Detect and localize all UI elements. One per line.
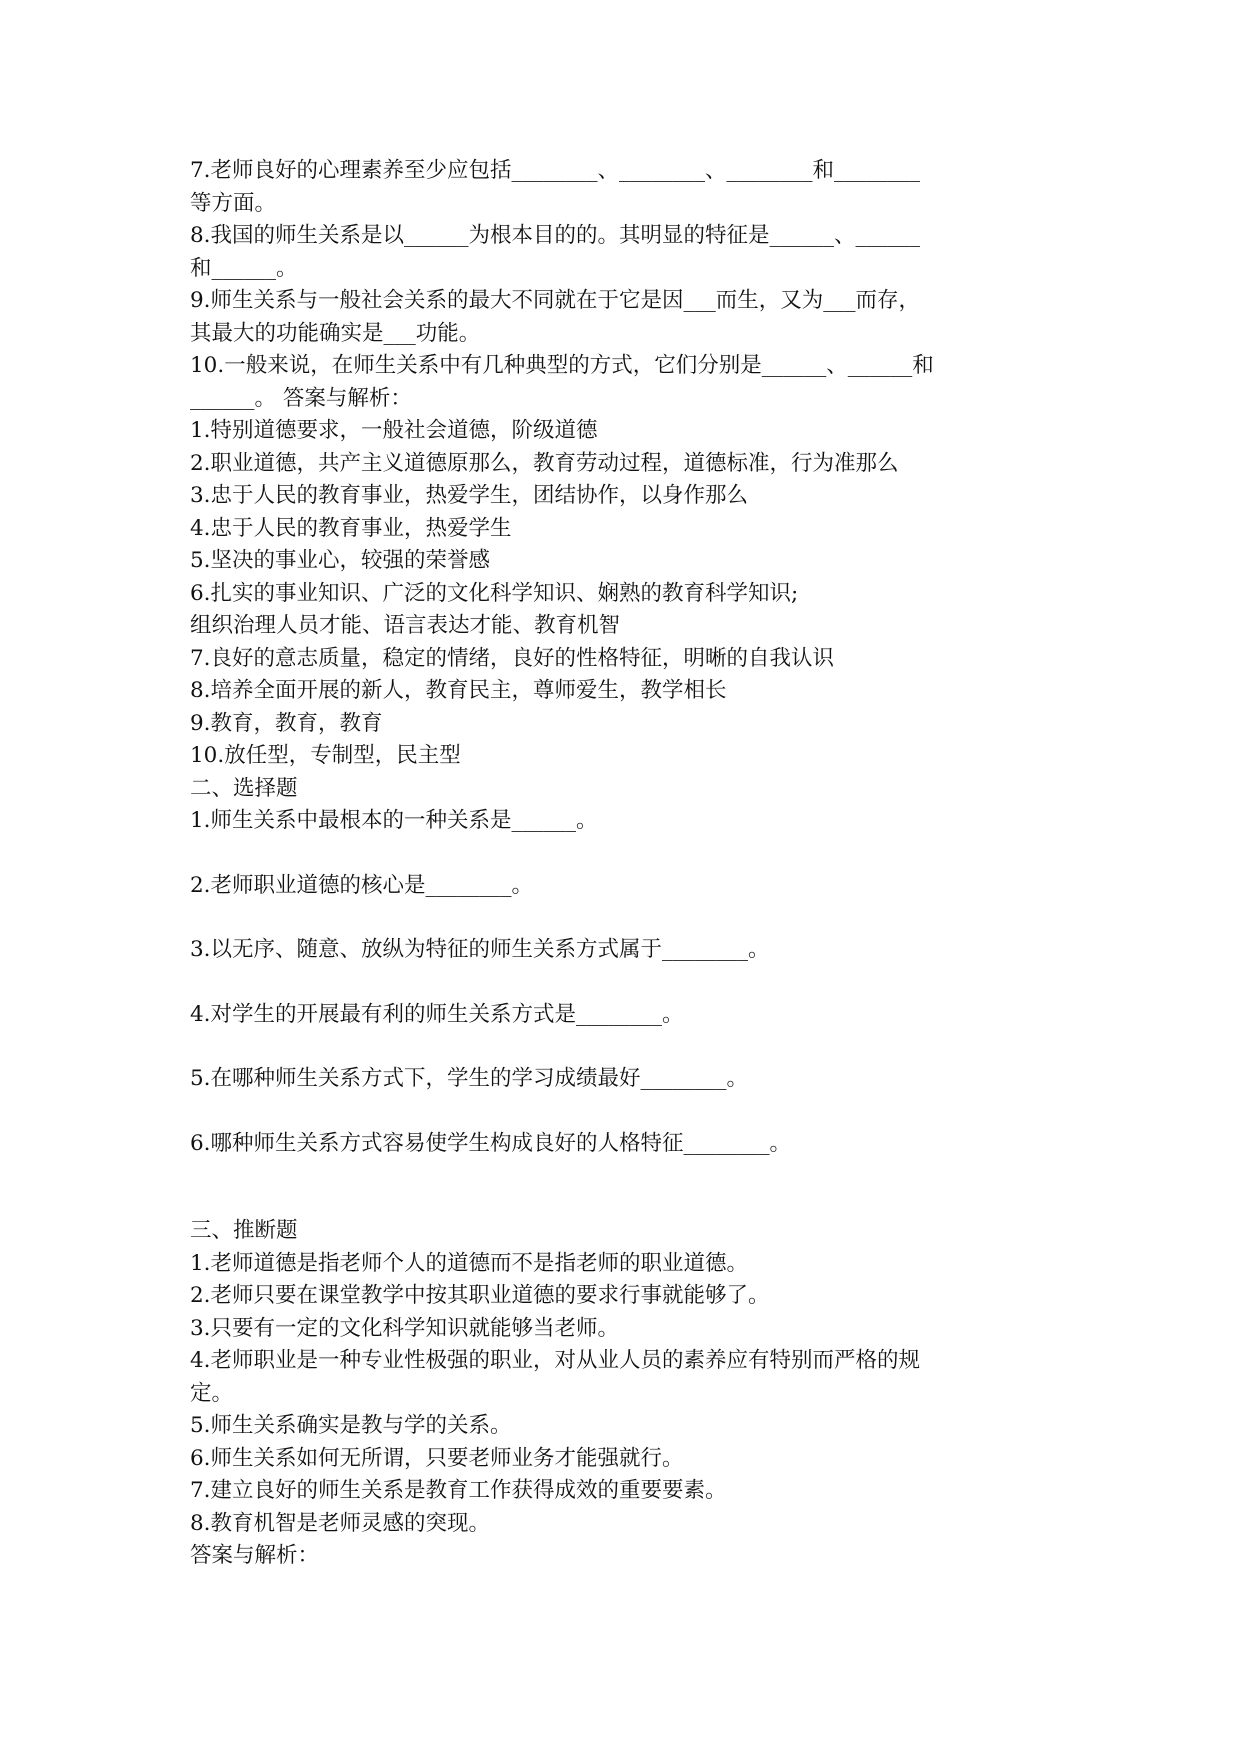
judge-line: 8.教育机智是老师灵感的突现。 — [190, 1510, 491, 1536]
fill-in-line: 8.我国的师生关系是以______为根本目的的。其明显的特征是______、______ — [190, 223, 921, 248]
choice-question: 1.师生关系中最根本的一种关系是______。 — [190, 808, 598, 833]
answer-line: 1.特别道德要求，一般社会道德，阶级道德 — [190, 418, 598, 443]
answer-line: 3.忠于人民的教育事业，热爱学生，团结协作，以身作那么 — [190, 483, 749, 508]
fill-in-line: 9.师生关系与一般社会关系的最大不同就在于它是因___而生，又为___而存， — [190, 288, 921, 313]
choice-question: 4.对学生的开展最有利的师生关系方式是________。 — [190, 1001, 684, 1027]
question-spacer — [190, 1031, 1050, 1063]
judge-line: 6.师生关系如何无所谓，只要老师业务才能强就行。 — [190, 1445, 684, 1471]
judge-section — [190, 1215, 1050, 1573]
judge-line: 4.老师职业是一种专业性极强的职业，对从业人员的素养应有特别而严格的规 — [190, 1348, 921, 1373]
answer-line: 4.忠于人民的教育事业，热爱学生 — [190, 515, 512, 541]
answer-line: 8.培养全面开展的新人，教育民主，尊师爱生，教学相长 — [190, 678, 727, 703]
fill-in-line: 等方面。 — [190, 190, 277, 216]
document-content — [190, 155, 1050, 1573]
judge-line: 1.老师道德是指老师个人的道德而不是指老师的职业道德。 — [190, 1250, 749, 1276]
section-heading: 二、选择题 — [190, 775, 298, 801]
fill-in-line: ______。 答案与解析： — [190, 385, 412, 411]
question-spacer — [190, 838, 1050, 870]
answer-line: 6.扎实的事业知识、广泛的文化科学知识、娴熟的教育科学知识; — [190, 580, 799, 606]
section-spacer — [190, 1160, 1050, 1215]
fill-in-line: 和______。 — [190, 255, 298, 281]
judge-line: 3.只要有一定的文化科学知识就能够当老师。 — [190, 1315, 620, 1341]
fill-in-line: 10.一般来说，在师生关系中有几种典型的方式，它们分别是______、______和 — [190, 353, 934, 378]
fill-in-line: 7.老师良好的心理素养至少应包括________、________、________和________ — [190, 158, 921, 183]
choice-section — [190, 773, 1050, 1216]
answers-section — [190, 415, 1050, 773]
judge-line: 2.老师只要在课堂教学中按其职业道德的要求行事就能够了。 — [190, 1283, 770, 1308]
judge-line: 5.师生关系确实是教与学的关系。 — [190, 1413, 512, 1438]
answers-footer: 答案与解析： — [190, 1543, 320, 1568]
answer-line: 7.良好的意志质量，稳定的情绪，良好的性格特征，明晰的自我认识 — [190, 645, 835, 671]
choice-question: 6.哪种师生关系方式容易使学生构成良好的人格特征________。 — [190, 1130, 792, 1156]
fill-in-section — [190, 155, 1050, 415]
answer-line: 2.职业道德，共产主义道德原那么，教育劳动过程，道德标准，行为准那么 — [190, 450, 899, 476]
answer-line: 10.放任型，专制型，民主型 — [190, 743, 461, 768]
answer-line: 组织治理人员才能、语言表达才能、教育机智 — [190, 613, 621, 638]
answer-line: 5.坚决的事业心，较强的荣誉感 — [190, 548, 491, 573]
fill-in-line: 其最大的功能确实是___功能。 — [190, 320, 481, 346]
judge-line: 定。 — [190, 1380, 234, 1406]
question-spacer — [190, 967, 1050, 999]
question-spacer — [190, 1096, 1050, 1128]
choice-question: 5.在哪种师生关系方式下，学生的学习成绩最好________。 — [190, 1066, 749, 1091]
choice-question: 2.老师职业道德的核心是________。 — [190, 872, 534, 898]
question-spacer — [190, 902, 1050, 934]
judge-line: 7.建立良好的师生关系是教育工作获得成效的重要要素。 — [190, 1478, 727, 1503]
section-heading: 三、推断题 — [190, 1218, 298, 1243]
choice-question: 3.以无序、随意、放纵为特征的师生关系方式属于________。 — [190, 937, 770, 962]
answer-line: 9.教育，教育，教育 — [190, 710, 383, 736]
